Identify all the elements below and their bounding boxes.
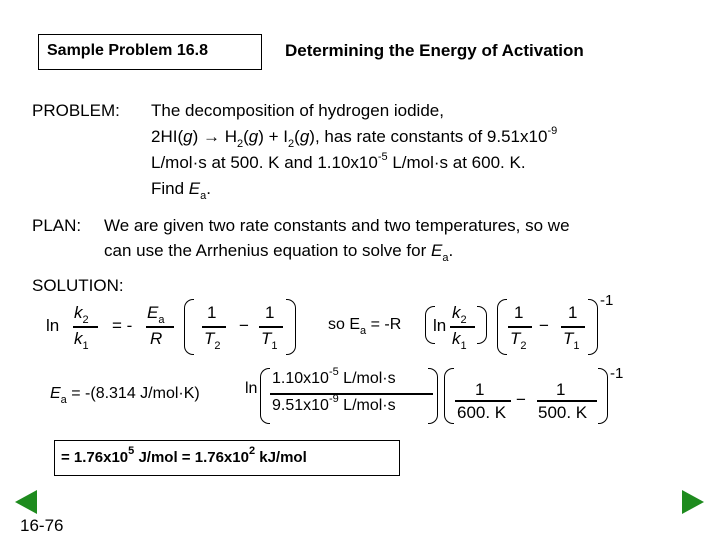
page-title: Determining the Energy of Activation	[285, 41, 584, 60]
problem-line-3: L/mol·s at 500. K and $1.10x10^{-5}$ L/mol·s at 600. K.	[151, 151, 526, 172]
solution-label: SOLUTION:	[32, 276, 124, 295]
problem-line-2: $2HI(g) \to H_2(g) + I_2(g)$, has rate constants of $9.51x10^{-9}$	[151, 125, 558, 150]
plan-line-2: can use the Arrhenius equation to solve for $E_a$.	[104, 241, 454, 264]
problem-label: PROBLEM:	[32, 101, 120, 120]
triangle-right-icon[interactable]	[682, 490, 704, 514]
problem-line-1: The decomposition of hydrogen iodide,	[151, 101, 444, 120]
triangle-left-icon[interactable]	[15, 490, 37, 514]
sample-problem-box	[38, 34, 262, 70]
problem-line-4: Find $E_a$.	[151, 179, 211, 202]
plan-line-1: We are given two rate constants and two temperatures, so we	[104, 216, 570, 235]
result-text: = $1.76x10^5$ $J/mol = 1.76x10^2$ kJ/mol	[61, 445, 307, 466]
slide-number: 16-76	[20, 516, 64, 535]
sample-problem-label: Sample Problem 16.8	[47, 42, 208, 59]
plan-label: PLAN:	[32, 216, 82, 235]
result-box	[54, 440, 400, 476]
